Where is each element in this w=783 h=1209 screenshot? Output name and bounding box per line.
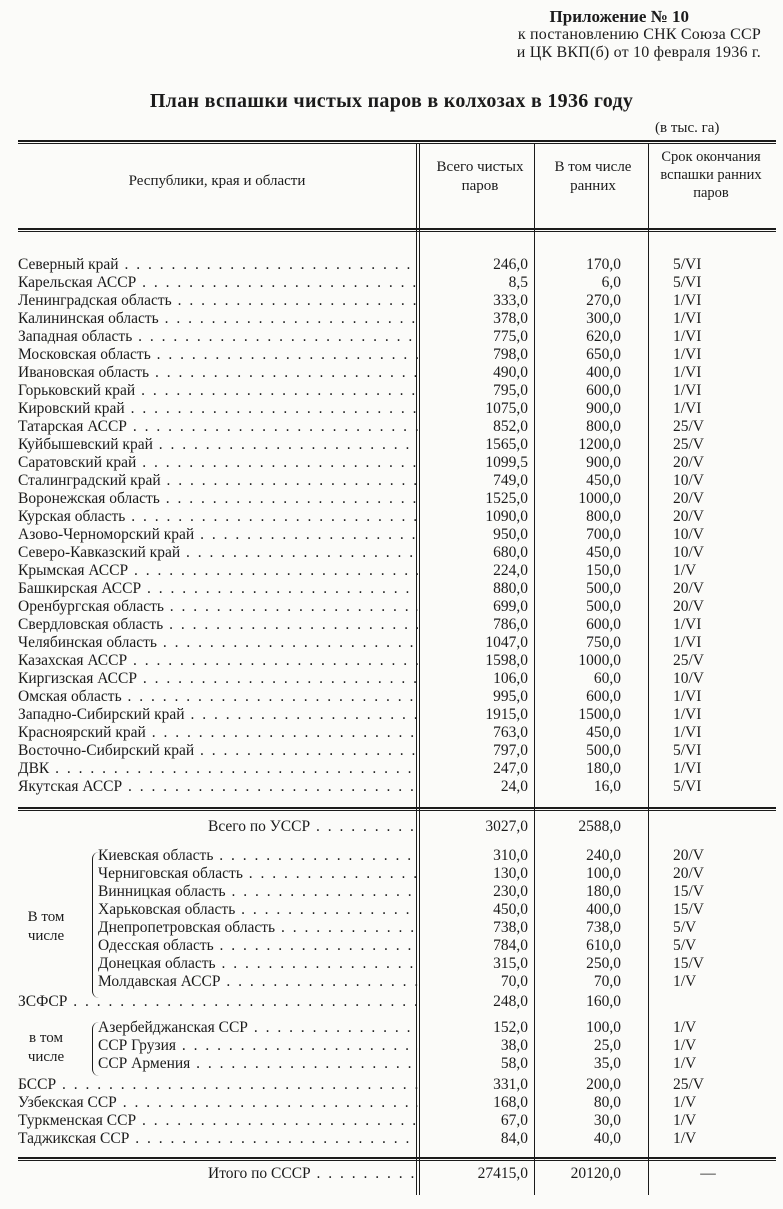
deadline-value: 1/VI [673,382,702,399]
deadline-value: 15/V [673,901,704,918]
early-value: 500,0 [586,742,621,759]
table-row [18,508,776,526]
deadline-value: 1/VI [673,364,702,381]
region-name: Сталинградский край . . . [18,472,418,490]
total-value: 58,0 [500,1055,528,1072]
table-row [18,670,776,688]
total-value: 490,0 [493,364,528,381]
total-value: 450,0 [493,901,528,918]
total-value: 1565,0 [485,436,528,453]
ussr-group-label: В том числе [27,909,65,944]
table-row [18,256,776,274]
fallow-plan-table [18,140,776,1195]
early-value: 1000,0 [578,652,621,669]
region-name: Туркменская ССР . . . [18,1112,418,1130]
early-value: 35,0 [593,1055,621,1072]
early-value: 80,0 [593,1094,621,1111]
early-value: 2588,0 [578,818,621,835]
total-value: 106,0 [493,670,528,687]
total-value: 786,0 [493,616,528,633]
early-value: 750,0 [586,634,621,651]
region-name: Северный край . . . [18,256,418,274]
table-row [18,400,776,418]
deadline-value: 1/VI [673,616,702,633]
region-name: Молдавская АССР . . . [98,973,418,991]
early-value: 450,0 [586,724,621,741]
early-value: 900,0 [586,400,621,417]
table-row [18,364,776,382]
zsfsr-total-row [18,993,776,1011]
deadline-value: — [700,1165,716,1182]
zsfsr-group-label: в том числе [27,1030,65,1065]
early-value: 1200,0 [578,436,621,453]
table-row [18,418,776,436]
table-row [18,706,776,724]
early-value: 30,0 [593,1112,621,1129]
region-name: ЗСФСР . . . [18,993,418,1011]
table-top-rule [18,140,776,142]
total-value: 763,0 [493,724,528,741]
early-value: 738,0 [586,919,621,936]
early-value: 800,0 [586,418,621,435]
early-value: 500,0 [586,598,621,615]
zsfsr-sub-row [18,1055,776,1073]
region-name: Донецкая область . . . [98,955,418,973]
zsfsr-sub-row [18,1019,776,1037]
ussr-total-row [18,818,776,836]
early-value: 450,0 [586,544,621,561]
deadline-value: 25/V [673,418,704,435]
region-name: Горьковский край . . . [18,382,418,400]
table-row [18,526,776,544]
total-value: 310,0 [493,847,528,864]
region-name: Винницкая область . . . [98,883,418,901]
deadline-value: 20/V [673,490,704,507]
deadline-value: 10/V [673,526,704,543]
deadline-value: 1/VI [673,688,702,705]
region-name: Киргизская АССР . . . [18,670,418,688]
total-value: 84,0 [500,1130,528,1147]
region-name: Ивановская область . . . [18,364,418,382]
total-value: 70,0 [500,973,528,990]
deadline-value: 15/V [673,955,704,972]
early-value: 450,0 [586,472,621,489]
total-value: 38,0 [500,1037,528,1054]
ussr-sub-row [18,955,776,973]
early-value: 100,0 [586,1019,621,1036]
total-value: 230,0 [493,883,528,900]
total-value: 1090,0 [485,508,528,525]
total-value: 680,0 [493,544,528,561]
header-region: Республики, края и области [128,173,306,189]
table-row [18,652,776,670]
ussr-sub-row [18,901,776,919]
early-value: 150,0 [586,562,621,579]
early-value: 500,0 [586,580,621,597]
early-value: 100,0 [586,865,621,882]
region-name: Киевская область . . . [98,847,418,865]
deadline-value: 10/V [673,670,704,687]
early-value: 16,0 [593,778,621,795]
units-note: (в тыс. га) [655,120,720,136]
table-row [18,328,776,346]
region-name: Саратовский край . . . [18,454,418,472]
deadline-value: 5/V [673,937,697,954]
table-row [18,1130,776,1148]
ussr-sub-row [18,883,776,901]
header-bottom-rule [18,228,776,230]
total-value: 378,0 [493,310,528,327]
total-value: 775,0 [493,328,528,345]
early-value: 250,0 [586,955,621,972]
table-row [18,274,776,292]
table-row [18,544,776,562]
total-value: 1099,5 [485,454,528,471]
table-row [18,580,776,598]
early-value: 70,0 [593,973,621,990]
region-name: Крымская АССР . . . [18,562,418,580]
deadline-value: 25/V [673,1076,704,1093]
total-value: 880,0 [493,580,528,597]
total-value: 1598,0 [485,652,528,669]
deadline-value: 1/V [673,1037,697,1054]
early-value: 200,0 [586,1076,621,1093]
region-name: Всего по УССР . . . [208,818,418,836]
early-value: 700,0 [586,526,621,543]
total-value: 950,0 [493,526,528,543]
deadline-value: 1/VI [673,634,702,651]
early-value: 600,0 [586,616,621,633]
zsfsr-sub-row [18,1037,776,1055]
early-value: 40,0 [593,1130,621,1147]
early-value: 400,0 [586,364,621,381]
total-value: 795,0 [493,382,528,399]
region-name: Воронежская область . . . [18,490,418,508]
deadline-value: 5/V [673,919,697,936]
region-name: Восточно-Сибирский край . . . [18,742,418,760]
early-value: 25,0 [593,1037,621,1054]
table-row [18,1112,776,1130]
total-value: 246,0 [493,256,528,273]
deadline-value: 20/V [673,598,704,615]
deadline-value: 20/V [673,580,704,597]
table-row [18,598,776,616]
early-value: 620,0 [586,328,621,345]
early-value: 610,0 [586,937,621,954]
total-value: 1915,0 [485,706,528,723]
deadline-value: 1/V [673,1130,697,1147]
ussr-sub-row [18,847,776,865]
total-value: 738,0 [493,919,528,936]
grand-total-row [18,1165,776,1183]
region-name: Азербейджанская ССР . . . [98,1019,418,1037]
grand-total-top-rule [18,1157,776,1159]
early-value: 600,0 [586,382,621,399]
table-row [18,490,776,508]
deadline-value: 1/V [673,1112,697,1129]
region-name: Татарская АССР . . . [18,418,418,436]
early-value: 650,0 [586,346,621,363]
table-row [18,634,776,652]
region-name: Кировский край . . . [18,400,418,418]
ussr-sub-row [18,937,776,955]
deadline-value: 5/VI [673,778,702,795]
early-value: 1000,0 [578,490,621,507]
total-value: 168,0 [493,1094,528,1111]
header-total: Всего чистых паров [436,159,524,194]
region-name: ССР Армения . . . [98,1055,418,1073]
table-top-rule-inner [18,143,776,144]
appendix-line-1: к постановлению СНК Союза ССР [517,26,761,43]
total-value: 1047,0 [485,634,528,651]
region-name: БССР . . . [18,1076,418,1094]
early-value: 1500,0 [578,706,621,723]
early-value: 270,0 [586,292,621,309]
total-value: 27415,0 [477,1165,528,1182]
region-name: Северо-Кавказский край . . . [18,544,418,562]
table-row [18,616,776,634]
total-value: 130,0 [493,865,528,882]
early-value: 800,0 [586,508,621,525]
early-value: 900,0 [586,454,621,471]
total-value: 333,0 [493,292,528,309]
early-value: 160,0 [586,993,621,1010]
region-name: Азово-Черноморский край . . . [18,526,418,544]
table-row [18,382,776,400]
table-row [18,292,776,310]
region-name: Омская область . . . [18,688,418,706]
region-name: Карельская АССР . . . [18,274,418,292]
deadline-value: 1/V [673,562,697,579]
early-value: 600,0 [586,688,621,705]
region-name: Якутская АССР . . . [18,778,418,796]
total-value: 315,0 [493,955,528,972]
deadline-value: 10/V [673,472,704,489]
region-name: Западная область . . . [18,328,418,346]
region-name: Ленинградская область . . . [18,292,418,310]
region-name: ДВК . . . [18,760,418,778]
total-value: 1525,0 [485,490,528,507]
ussr-sub-row [18,919,776,937]
document-title: План вспашки чистых паров в колхозах в 1936 году [149,90,634,112]
region-name: Челябинская область . . . [18,634,418,652]
total-value: 224,0 [493,562,528,579]
deadline-value: 5/VI [673,274,702,291]
deadline-value: 1/VI [673,310,702,327]
deadline-value: 1/VI [673,328,702,345]
early-value: 170,0 [586,256,621,273]
region-name: Курская область . . . [18,508,418,526]
region-name: Московская область . . . [18,346,418,364]
total-value: 152,0 [493,1019,528,1036]
rsfsr-bottom-rule-inner [18,810,776,811]
total-value: 248,0 [493,993,528,1010]
header-early: В том числе ранних [554,159,632,194]
region-name: Башкирская АССР . . . [18,580,418,598]
table-row [18,688,776,706]
deadline-value: 1/VI [673,706,702,723]
region-name: Красноярский край . . . [18,724,418,742]
table-row [18,454,776,472]
region-name: Черниговская область . . . [98,865,418,883]
early-value: 6,0 [601,274,621,291]
deadline-value: 5/VI [673,742,702,759]
region-name: Куйбышевский край . . . [18,436,418,454]
deadline-value: 1/V [673,973,697,990]
early-value: 20120,0 [570,1165,621,1182]
total-value: 3027,0 [485,818,528,835]
table-row [18,760,776,778]
region-name: Калининская область . . . [18,310,418,328]
table-row [18,472,776,490]
region-name: Западно-Сибирский край . . . [18,706,418,724]
deadline-value: 1/V [673,1055,697,1072]
header-bottom-rule-inner [18,231,776,232]
table-row [18,1094,776,1112]
early-value: 240,0 [586,847,621,864]
early-value: 300,0 [586,310,621,327]
region-name: Оренбургская область . . . [18,598,418,616]
total-value: 995,0 [493,688,528,705]
total-value: 247,0 [493,760,528,777]
deadline-value: 5/VI [673,256,702,273]
total-value: 797,0 [493,742,528,759]
table-row [18,562,776,580]
early-value: 180,0 [586,760,621,777]
region-name: Свердловская область . . . [18,616,418,634]
deadline-value: 1/V [673,1094,697,1111]
deadline-value: 25/V [673,436,704,453]
ussr-sub-row [18,865,776,883]
total-value: 8,5 [508,274,528,291]
deadline-value: 1/VI [673,724,702,741]
table-row [18,310,776,328]
region-name: Казахская АССР . . . [18,652,418,670]
early-value: 400,0 [586,901,621,918]
table-row [18,346,776,364]
total-value: 1075,0 [485,400,528,417]
appendix-header [517,8,761,62]
table-row [18,742,776,760]
table-row [18,778,776,796]
deadline-value: 25/V [673,652,704,669]
early-value: 60,0 [593,670,621,687]
total-value: 749,0 [493,472,528,489]
deadline-value: 1/VI [673,292,702,309]
region-name: ССР Грузия . . . [98,1037,418,1055]
deadline-value: 1/V [673,1019,697,1036]
deadline-value: 20/V [673,454,704,471]
table-row [18,1076,776,1094]
table-row [18,724,776,742]
deadline-value: 15/V [673,883,704,900]
deadline-value: 10/V [673,544,704,561]
table-row [18,436,776,454]
grand-total-top-rule-inner [18,1160,776,1161]
region-name: Таджикская ССР . . . [18,1130,418,1148]
ussr-sub-row [18,973,776,991]
total-value: 24,0 [500,778,528,795]
total-value: 699,0 [493,598,528,615]
region-name: Харьковская область . . . [98,901,418,919]
region-name: Днепропетровская область . . . [98,919,418,937]
deadline-value: 1/VI [673,760,702,777]
region-name: Итого по СССР . . . [208,1165,418,1183]
total-value: 67,0 [500,1112,528,1129]
total-value: 798,0 [493,346,528,363]
region-name: Одесская область . . . [98,937,418,955]
header-deadline: Срок окончания вспашки ранних паров [660,149,762,201]
deadline-value: 20/V [673,508,704,525]
appendix-title: Приложение № 10 [549,7,689,26]
region-name: Узбекская ССР . . . [18,1094,418,1112]
early-value: 180,0 [586,883,621,900]
deadline-value: 1/VI [673,346,702,363]
total-value: 852,0 [493,418,528,435]
deadline-value: 20/V [673,847,704,864]
total-value: 784,0 [493,937,528,954]
rsfsr-bottom-rule [18,807,776,809]
deadline-value: 1/VI [673,400,702,417]
appendix-line-2: и ЦК ВКП(б) от 10 февраля 1936 г. [516,44,761,61]
total-value: 331,0 [493,1076,528,1093]
deadline-value: 20/V [673,865,704,882]
